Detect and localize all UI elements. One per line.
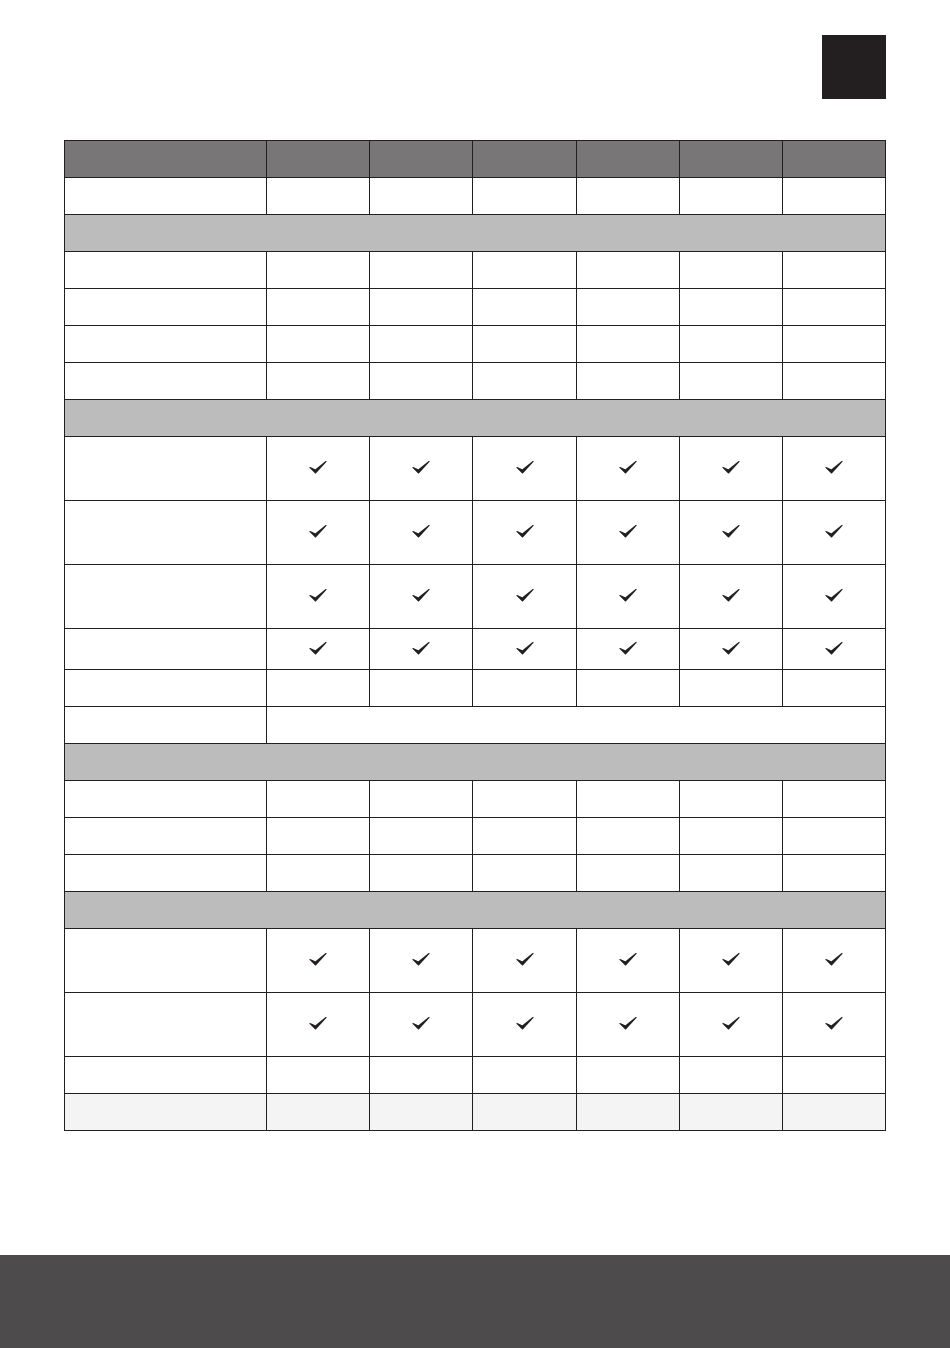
value-cell (679, 326, 782, 363)
value-cell (679, 818, 782, 855)
row-label-cell (65, 178, 267, 215)
check-icon (824, 523, 844, 539)
value-cell (782, 781, 885, 818)
check-icon (308, 459, 328, 475)
value-cell (473, 252, 576, 289)
section-header-cell (65, 215, 886, 252)
check-icon (618, 587, 638, 603)
value-cell (576, 1094, 679, 1131)
check-cell (576, 929, 679, 993)
check-icon (618, 523, 638, 539)
check-icon (515, 951, 535, 967)
check-cell (473, 629, 576, 670)
value-cell (473, 289, 576, 326)
check-cell (370, 501, 473, 565)
table-row (65, 629, 886, 670)
check-icon (308, 523, 328, 539)
row-label-cell (65, 363, 267, 400)
value-cell (576, 670, 679, 707)
table-row (65, 781, 886, 818)
row-label-cell (65, 707, 267, 744)
check-icon (721, 951, 741, 967)
row-label-cell (65, 670, 267, 707)
value-cell (679, 670, 782, 707)
value-cell (267, 818, 370, 855)
value-cell (267, 670, 370, 707)
value-cell (576, 363, 679, 400)
check-cell (267, 629, 370, 670)
check-cell (473, 929, 576, 993)
value-cell (473, 781, 576, 818)
value-cell (473, 670, 576, 707)
check-icon (824, 587, 844, 603)
table-row (65, 326, 886, 363)
row-label-cell (65, 326, 267, 363)
value-cell (267, 855, 370, 892)
check-cell (782, 929, 885, 993)
check-cell (576, 501, 679, 565)
check-icon (721, 523, 741, 539)
table-row (65, 363, 886, 400)
section-header-cell (65, 744, 886, 781)
check-cell (473, 993, 576, 1057)
table-row (65, 993, 886, 1057)
table-row (65, 744, 886, 781)
check-icon (308, 951, 328, 967)
value-cell (679, 855, 782, 892)
row-label-cell (65, 629, 267, 670)
value-cell (370, 670, 473, 707)
check-cell (370, 629, 473, 670)
check-cell (679, 565, 782, 629)
check-cell (370, 565, 473, 629)
specification-table (64, 140, 886, 1131)
check-cell (267, 993, 370, 1057)
row-label-cell (65, 501, 267, 565)
value-cell (473, 1094, 576, 1131)
value-cell (267, 1094, 370, 1131)
merged-value-cell (267, 707, 886, 744)
check-icon (824, 459, 844, 475)
check-icon (618, 1015, 638, 1031)
footer-band (0, 1255, 950, 1348)
row-label-cell (65, 565, 267, 629)
value-cell (679, 289, 782, 326)
header-label-cell (65, 141, 267, 178)
check-cell (267, 437, 370, 501)
table-row (65, 178, 886, 215)
row-label-cell (65, 855, 267, 892)
value-cell (370, 289, 473, 326)
check-cell (576, 993, 679, 1057)
table-row (65, 1057, 886, 1094)
check-cell (370, 929, 473, 993)
table-row (65, 400, 886, 437)
check-icon (721, 1015, 741, 1031)
table-row (65, 565, 886, 629)
value-cell (576, 178, 679, 215)
value-cell (370, 1094, 473, 1131)
value-cell (267, 326, 370, 363)
check-cell (782, 565, 885, 629)
value-cell (370, 1057, 473, 1094)
value-cell (576, 326, 679, 363)
table-row (65, 892, 886, 929)
check-icon (824, 1015, 844, 1031)
table-row (65, 215, 886, 252)
value-cell (782, 670, 885, 707)
value-cell (370, 252, 473, 289)
value-cell (782, 363, 885, 400)
check-icon (515, 459, 535, 475)
check-icon (411, 640, 431, 656)
value-cell (267, 1057, 370, 1094)
value-cell (782, 178, 885, 215)
row-label-cell (65, 781, 267, 818)
value-cell (370, 326, 473, 363)
value-cell (267, 178, 370, 215)
header-model-cell (576, 141, 679, 178)
value-cell (370, 363, 473, 400)
header-model-cell (679, 141, 782, 178)
check-cell (679, 929, 782, 993)
table-body (65, 141, 886, 1131)
table-row (65, 670, 886, 707)
check-icon (824, 951, 844, 967)
table-row (65, 501, 886, 565)
check-cell (679, 501, 782, 565)
table-row (65, 929, 886, 993)
check-icon (411, 1015, 431, 1031)
value-cell (267, 781, 370, 818)
check-icon (515, 640, 535, 656)
value-cell (576, 818, 679, 855)
check-icon (721, 459, 741, 475)
value-cell (267, 363, 370, 400)
check-icon (411, 459, 431, 475)
header-model-cell (370, 141, 473, 178)
table-row (65, 1094, 886, 1131)
row-label-cell (65, 437, 267, 501)
check-icon (721, 587, 741, 603)
value-cell (473, 1057, 576, 1094)
check-icon (411, 951, 431, 967)
value-cell (576, 252, 679, 289)
check-icon (721, 640, 741, 656)
table-row (65, 141, 886, 178)
value-cell (782, 855, 885, 892)
value-cell (782, 289, 885, 326)
value-cell (679, 363, 782, 400)
row-label-cell (65, 252, 267, 289)
value-cell (267, 289, 370, 326)
check-icon (308, 587, 328, 603)
row-label-cell (65, 993, 267, 1057)
row-label-cell (65, 289, 267, 326)
check-cell (679, 437, 782, 501)
row-label-cell (65, 1057, 267, 1094)
value-cell (473, 818, 576, 855)
check-icon (515, 587, 535, 603)
check-icon (308, 1015, 328, 1031)
check-icon (618, 951, 638, 967)
table-row (65, 707, 886, 744)
check-icon (618, 459, 638, 475)
check-cell (782, 437, 885, 501)
check-icon (411, 587, 431, 603)
value-cell (782, 1094, 885, 1131)
check-cell (267, 501, 370, 565)
value-cell (473, 363, 576, 400)
value-cell (576, 1057, 679, 1094)
check-cell (782, 629, 885, 670)
value-cell (679, 178, 782, 215)
table-row (65, 289, 886, 326)
check-cell (473, 565, 576, 629)
check-cell (267, 565, 370, 629)
value-cell (782, 252, 885, 289)
row-label-cell (65, 1094, 267, 1131)
table-row (65, 437, 886, 501)
check-cell (782, 501, 885, 565)
value-cell (782, 326, 885, 363)
check-cell (370, 437, 473, 501)
row-label-cell (65, 818, 267, 855)
check-cell (576, 565, 679, 629)
check-icon (308, 640, 328, 656)
value-cell (679, 1057, 782, 1094)
value-cell (370, 781, 473, 818)
value-cell (473, 178, 576, 215)
value-cell (370, 818, 473, 855)
header-model-cell (782, 141, 885, 178)
header-model-cell (473, 141, 576, 178)
value-cell (782, 1057, 885, 1094)
check-cell (576, 629, 679, 670)
table-row (65, 252, 886, 289)
section-header-cell (65, 892, 886, 929)
check-icon (515, 523, 535, 539)
value-cell (679, 1094, 782, 1131)
table-row (65, 855, 886, 892)
check-cell (473, 501, 576, 565)
value-cell (576, 855, 679, 892)
value-cell (370, 178, 473, 215)
check-icon (618, 640, 638, 656)
value-cell (782, 818, 885, 855)
value-cell (679, 781, 782, 818)
value-cell (576, 781, 679, 818)
header-model-cell (267, 141, 370, 178)
check-cell (267, 929, 370, 993)
check-cell (679, 993, 782, 1057)
check-cell (370, 993, 473, 1057)
check-cell (679, 629, 782, 670)
value-cell (473, 326, 576, 363)
value-cell (576, 289, 679, 326)
check-icon (824, 640, 844, 656)
section-header-cell (65, 400, 886, 437)
value-cell (679, 252, 782, 289)
page-corner-tab (822, 35, 886, 99)
check-icon (515, 1015, 535, 1031)
row-label-cell (65, 929, 267, 993)
check-cell (576, 437, 679, 501)
value-cell (473, 855, 576, 892)
value-cell (267, 252, 370, 289)
check-icon (411, 523, 431, 539)
check-cell (782, 993, 885, 1057)
table-row (65, 818, 886, 855)
check-cell (473, 437, 576, 501)
value-cell (370, 855, 473, 892)
